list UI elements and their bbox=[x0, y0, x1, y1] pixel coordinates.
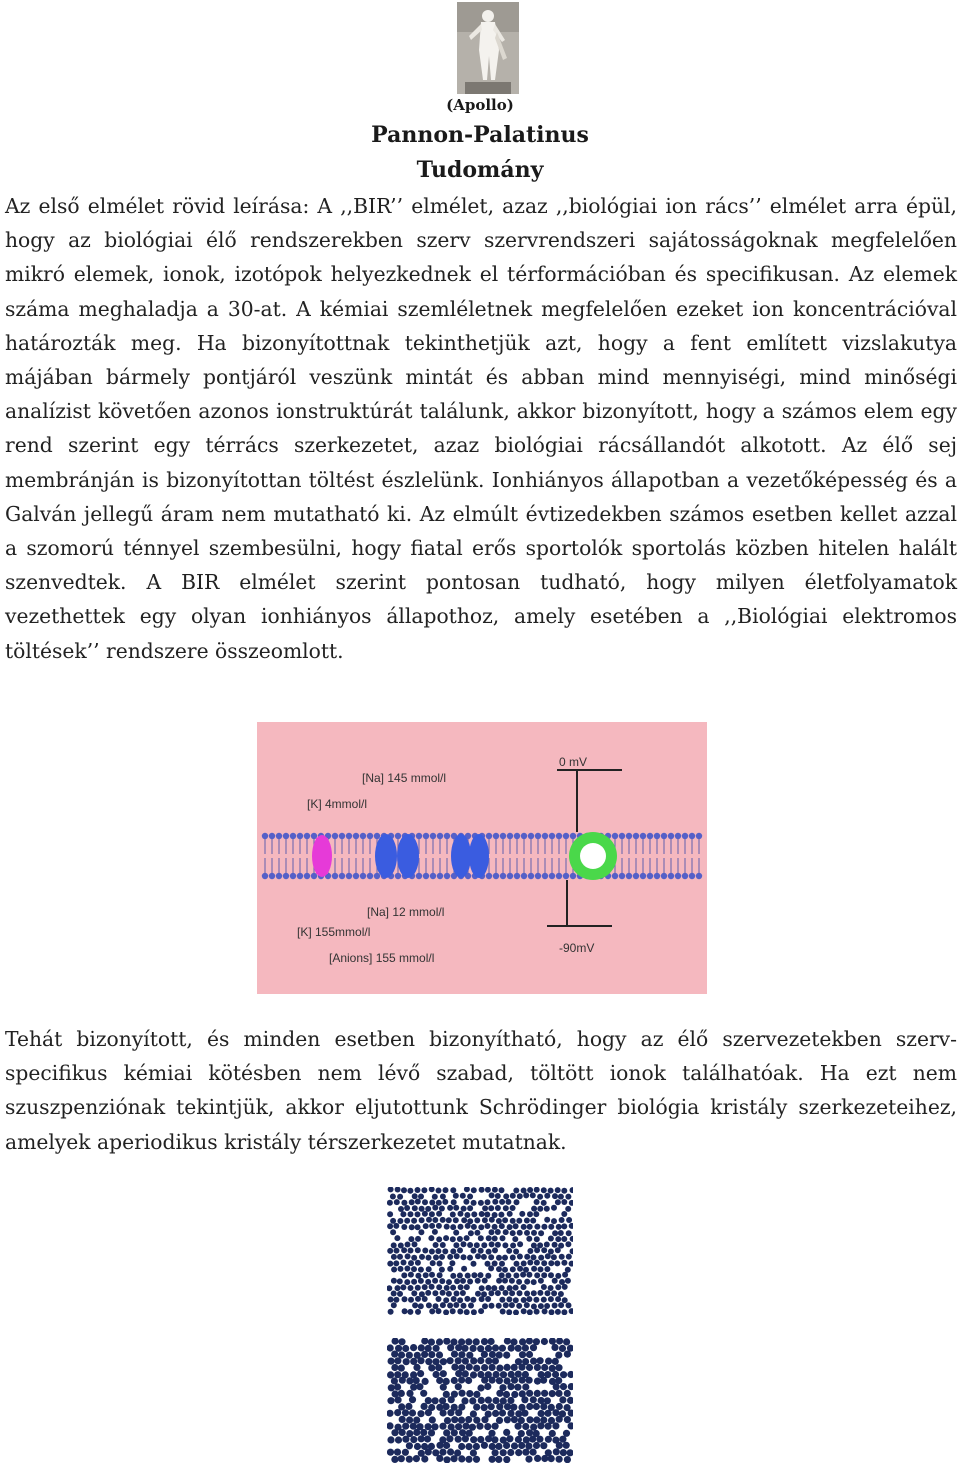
cell-membrane-diagram bbox=[257, 722, 707, 994]
paragraph-schrodinger: Tehát bizonyított, és minden esetben bizonyítható, hogy az élő szervezetekben szerv-specifikus kémiai kötésben nem lévő szabad, töltött ionok találhatóak. Ha ezt nem szuszpenziónak tekintjük, akkor eljutottunk Schrödinger biológia kristály szerkezeteihez, amelyek aperiodikus kristály térszerkezetet mutatnak. bbox=[5, 1027, 957, 1154]
paragraph-bir-theory: Az első elmélet rövid leírása: A ,,BIR’’ elmélet, azaz ,,biológiai ion rács’’ elmélet arra épül, hogy az biológiai élő rendszerekben szerv szervrendszeri sajátosságoknak megfelelően mikró elemek, ionok, izotópok helyezkednek el térformációban és specifikusan. Az elemek száma meghaladja a 30-at. A kémiai szemléletnek megfelelően ezeket ion koncentrációval határozták meg. Ha bizonyítottnak tekinthetjük azt, hogy a fent említett vizslakutya májában bármely pontjáról veszünk mintát és abban mind mennyiségi, mind minőségi analízist követően azonos ionstruktúrát találunk, akkor bizonyított, hogy a számos elem egy rend szerint egy térrács szerkezetet, azaz biológiai rácsállandót alkotott. Az élő sej membránján is bizonyítottan töltést észlelünk. Ionhiányos állapotban a vezetőképesség és a Galván jellegű áram nem mutatható ki. Az elmúlt évtizedekben számos esetben kellet azzal a szomorú ténnyel szembesülni, hogy fiatal erős sportolók sportolás közben hitelen halált szenvedtek. A BIR elmélet szerint pontosan tudható, hogy milyen életfolyamatok vezethettek egy olyan ionhiányos állapothoz, amely esetében a ,,Biológiai elektromos töltések’’ rendszere összeomlott. bbox=[5, 194, 957, 663]
apollo-statue-image bbox=[457, 2, 519, 94]
title-line-1: Pannon-Palatinus bbox=[371, 122, 589, 148]
label-k-inside: [K] 155mmol/l bbox=[297, 925, 371, 939]
label-voltage-inside: -90mV bbox=[559, 941, 595, 955]
title-line-2: Tudomány bbox=[416, 157, 544, 183]
ion-channel-magenta bbox=[312, 835, 332, 877]
crystal-structure-image-2 bbox=[387, 1338, 573, 1463]
label-anions-inside: [Anions] 155 mmol/l bbox=[329, 951, 435, 965]
crystal-structure-image-1 bbox=[387, 1187, 573, 1315]
label-na-inside: [Na] 12 mmol/l bbox=[367, 905, 445, 919]
label-voltage-outside: 0 mV bbox=[559, 755, 588, 769]
ion-pump-green bbox=[569, 832, 617, 880]
label-na-outside: [Na] 145 mmol/l bbox=[362, 771, 447, 785]
image-caption: (Apollo) bbox=[446, 96, 514, 114]
label-k-outside: [K] 4mmol/l bbox=[307, 797, 368, 811]
